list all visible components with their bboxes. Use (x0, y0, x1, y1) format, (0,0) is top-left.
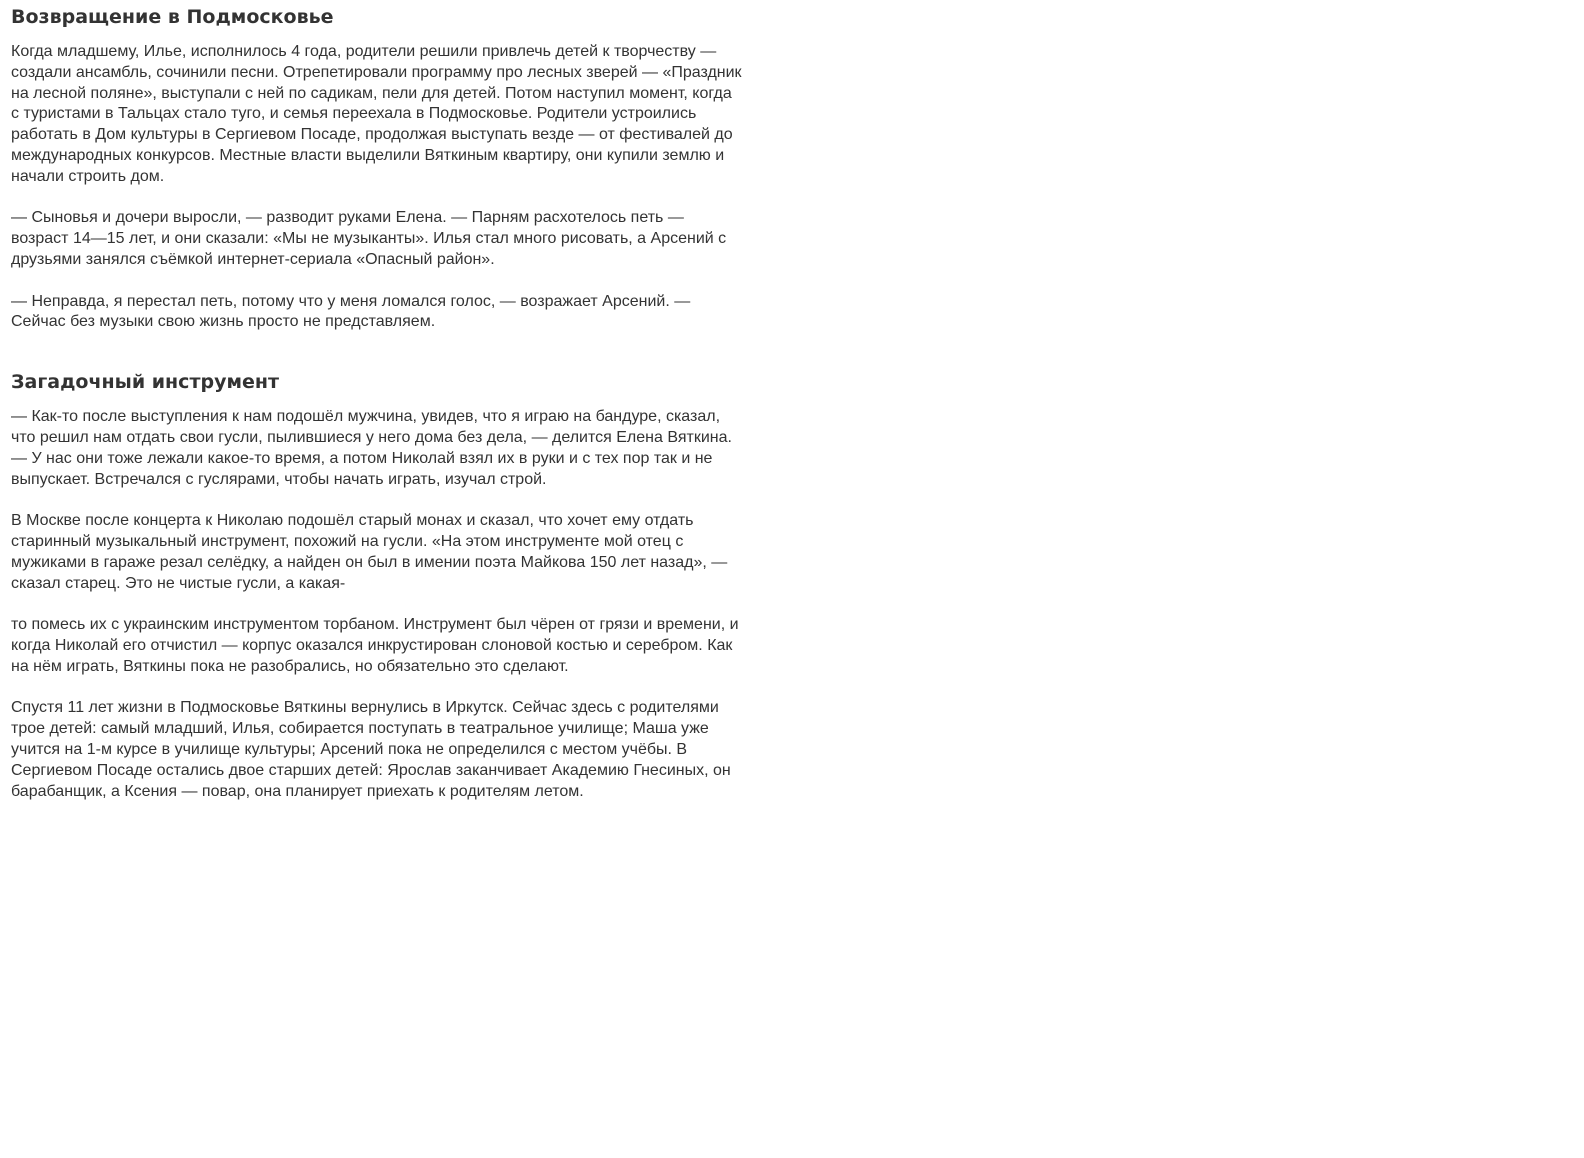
article-body (11, 4, 743, 802)
paragraph: то помесь их с украинским инструментом торбаном. Инструмент был чёрен от грязи и времени, и когда Николай его отчистил — корпус оказался инкрустирован слоновой костью и серебром. Как на нём играть, Вяткины пока не разобрались, но обязательно это сделают. (11, 616, 739, 675)
paragraph: Когда младшему, Илье, исполнилось 4 года, родители решили привлечь детей к творчеству — создали ансамбль, сочинили песни. Отрепетировали программу про лесных зверей — «Праздник на лесной поляне», выступали с ней по садикам, пели для детей. Потом наступил момент, когда с туристами в Тальцах стало туго, и семья переехала в Подмосковье. Родители устроились работать в Дом культуры в Сергиевом Посаде, продолжая выступать везде — от фестивалей до международных конкурсов. Местные власти выделили Вяткиным квартиру, они купили землю и начали строить дом. (11, 43, 742, 185)
paragraph: В Москве после концерта к Николаю подошёл старый монах и сказал, что хочет ему отдать старинный музыкальный инструмент, похожий на гусли. «На этом инструменте мой отец с мужиками в гараже резал селёдку, а найден он был в имении поэта Майкова 150 лет назад», — сказал старец. Это не чистые гусли, а какая- (11, 512, 728, 592)
paragraph: Спустя 11 лет жизни в Подмосковье Вяткины вернулись в Иркутск. Сейчас здесь с родителями трое детей: самый младший, Илья, собирается поступать в театральное училище; Маша уже учится на 1-м курсе в училище культуры; Арсений пока не определился с местом учёбы. В Сергиевом Посаде остались двое старших детей: Ярослав заканчивает Академию Гнесиных, он барабанщик, а Ксения — повар, она планирует приехать к родителям летом. (11, 699, 731, 800)
paragraph: — Сыновья и дочери выросли, — разводит руками Елена. — Парням расхотелось петь — возраст 14—15 лет, и они сказали: «Мы не музыканты». Илья стал много рисовать, а Арсений с друзьями занялся съёмкой интернет-сериала «Опасный район». (11, 209, 727, 268)
section-title-instrument: Загадочный инструмент (11, 371, 280, 394)
paragraph: — Неправда, я перестал петь, потому что у меня ломался голос, — возражает Арсений. — Сейчас без музыки свою жизнь просто не представляем. (11, 292, 691, 331)
paragraph: — Как-то после выступления к нам подошёл мужчина, увидев, что я играю на бандуре, сказал, что решил нам отдать свои гусли, пылившиеся у него дома без дела, — делится Елена Вяткина. — У нас они тоже лежали какое-то время, а потом Николай взял их в руки и с тех пор так и не выпускает. Встречался с гуслярами, чтобы начать играть, изучал строй. (11, 408, 732, 488)
section-title-return: Возвращение в Подмосковье (11, 6, 334, 28)
